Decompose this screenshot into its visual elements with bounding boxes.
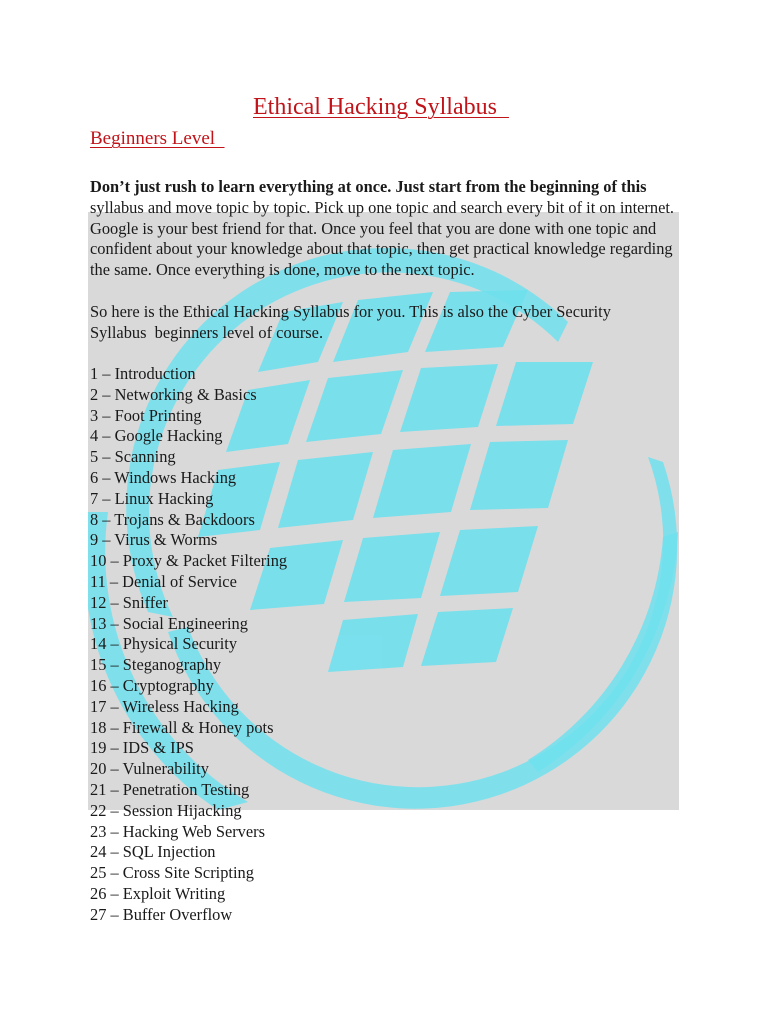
list-item: 16 – Cryptography <box>90 675 214 695</box>
syllabus-intro-line-2: Syllabus beginners level of course. <box>90 322 324 342</box>
topic-list <box>90 364 287 926</box>
intro-bold-text: Don’t just rush to learn everything at once. Just start from the beginning of this <box>90 177 647 196</box>
list-item: 20 – Vulnerability <box>90 759 209 779</box>
section-subtitle: Beginners Level <box>90 128 225 149</box>
list-item: 11 – Denial of Service <box>90 571 237 591</box>
list-item: 19 – IDS & IPS <box>90 738 194 758</box>
list-item: 23 – Hacking Web Servers <box>90 821 265 841</box>
list-item: 7 – Linux Hacking <box>90 488 214 508</box>
list-item: 3 – Foot Printing <box>90 405 202 425</box>
list-item: 6 – Windows Hacking <box>90 467 237 487</box>
list-item: 18 – Firewall & Honey pots <box>90 717 274 737</box>
list-item: 1 – Introduction <box>90 364 196 383</box>
list-item: 26 – Exploit Writing <box>90 883 226 903</box>
list-item: 15 – Steganography <box>90 655 222 675</box>
syllabus-intro-paragraph <box>90 302 680 344</box>
list-item: 27 – Buffer Overflow <box>90 904 233 924</box>
list-item: 12 – Sniffer <box>90 592 168 612</box>
list-item: 5 – Scanning <box>90 447 176 467</box>
list-item: 13 – Social Engineering <box>90 613 248 633</box>
list-item: 10 – Proxy & Packet Filtering <box>90 551 288 571</box>
list-item: 14 – Physical Security <box>90 634 238 654</box>
list-item: 21 – Penetration Testing <box>90 779 250 799</box>
list-item: 17 – Wireless Hacking <box>90 696 239 716</box>
list-item: 8 – Trojans & Backdoors <box>90 509 255 529</box>
list-item: 25 – Cross Site Scripting <box>90 863 254 883</box>
document-title: Ethical Hacking Syllabus <box>253 94 509 120</box>
list-item: 4 – Google Hacking <box>90 426 223 446</box>
syllabus-intro-line-1: So here is the Ethical Hacking Syllabus for you. This is also the Cyber Security <box>90 302 611 321</box>
intro-paragraph <box>90 177 680 281</box>
list-item: 24 – SQL Injection <box>90 842 216 862</box>
list-item: 9 – Virus & Worms <box>90 530 218 550</box>
intro-body-text: syllabus and move topic by topic. Pick up one topic and search every bit of it on internet. Google is your best friend for that. Once you feel that you are done with one topic and confident about your knowledge about that topic, then get practical knowledge regarding the same. Once everything is done, move to the next topic. <box>90 197 675 280</box>
list-item: 2 – Networking & Basics <box>90 384 257 404</box>
list-item: 22 – Session Hijacking <box>90 800 242 820</box>
